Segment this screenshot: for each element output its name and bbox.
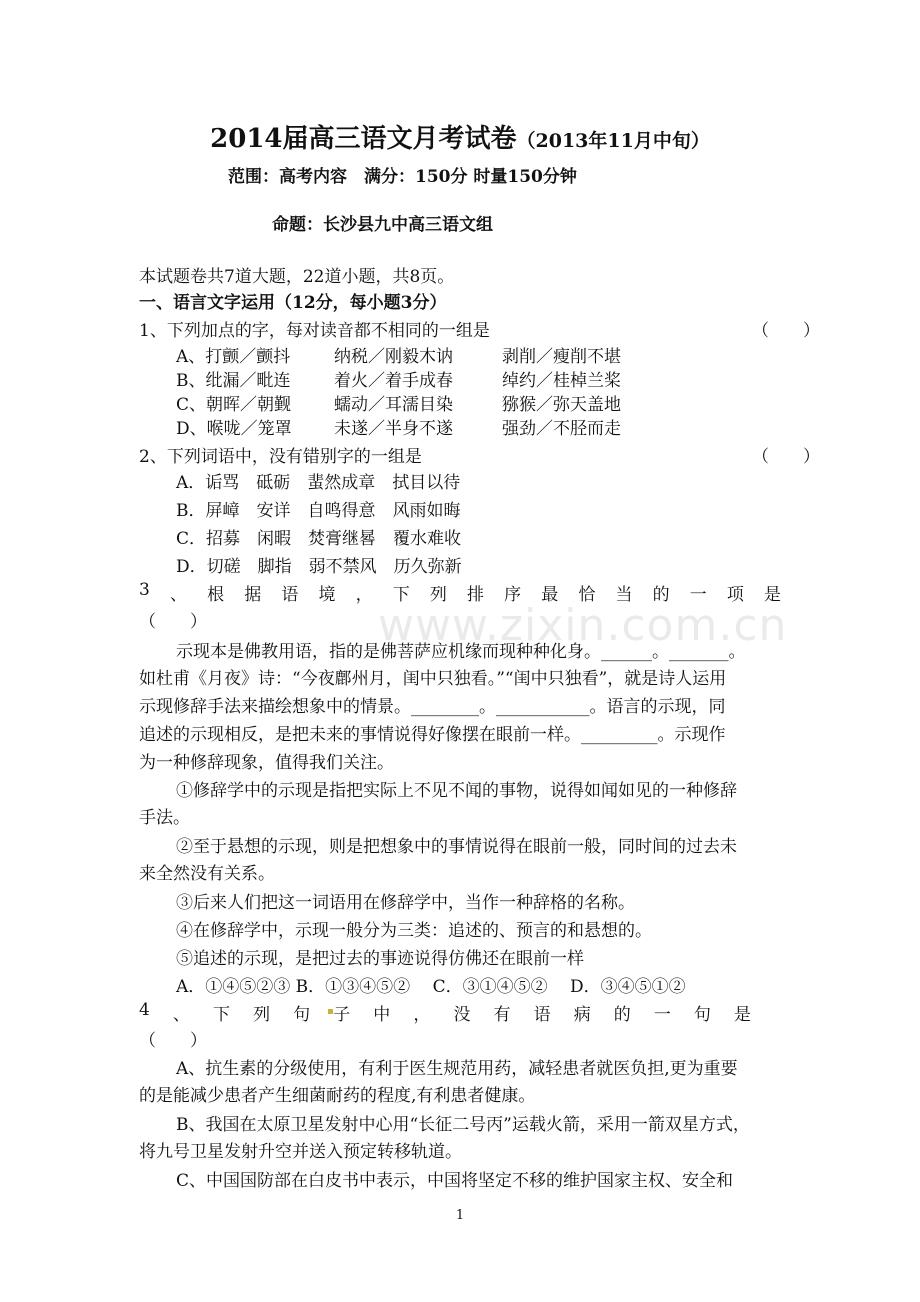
q1-option-d-1: D、喉咙／笼罩 [176, 419, 292, 439]
q3-item-2: ②至于悬想的示现，则是把想象中的事情说得在眼前一般，同时间的过去未 [176, 837, 737, 857]
q4-answer-blank: （ ） [139, 1031, 207, 1051]
q3-stem-char: 、 [169, 585, 187, 605]
q1-stem: 1、下列加点的字，每对读音都不相同的一组是 [139, 321, 490, 341]
q3-stem-char: 列 [429, 585, 447, 605]
q2-option-a: A．诟骂 砥砺 蜚然成章 拭目以待 [176, 473, 461, 493]
q4-stem [139, 1000, 751, 1025]
q3-answers: A．①④⑤②③ B．①③④⑤② C．③①④⑤② D．③④⑤①② [176, 977, 686, 997]
q4-stem-char: 子 [333, 1005, 351, 1025]
q2-option-b: B．屏嶂 安详 自鸣得意 风雨如晦 [176, 501, 461, 521]
q3-stem-char: 恰 [578, 585, 596, 605]
exam-scope: 范围：高考内容 满分：150分 时量150分钟 [228, 167, 577, 187]
q3-paragraph-line: 如杜甫《月夜》诗：“今夜鄜州月，闺中只独看。”“闺中只独看”，就是诗人运用 [139, 669, 727, 689]
q3-paragraph-line: 为一种修辞现象，值得我们关注。 [139, 753, 394, 773]
section1-title: 一、语言文字运用（12分，每小题3分） [139, 293, 447, 313]
q4-option-c: C、中国国防部在白皮书中表示，中国将坚定不移的维护国家主权、安全和 [176, 1171, 734, 1191]
q3-stem-char: 是 [763, 585, 781, 605]
q4-stem-char: 句 [293, 1005, 311, 1025]
q3-stem-char: ， [355, 585, 373, 605]
q2-option-d: D．切磋 脚指 弱不禁风 历久弥新 [176, 557, 462, 577]
page-number: 1 [455, 1208, 465, 1223]
q3-item-4: ④在修辞学中，示现一般分为三类：追述的、预言的和悬想的。 [176, 921, 652, 941]
q1-option-a-1: A、打颤／颤抖 [176, 347, 291, 367]
q4-stem-char: 中 [373, 1005, 391, 1025]
q2-option-c: C．招募 闲暇 焚膏继晷 覆水难收 [176, 529, 462, 549]
q3-stem-char: 最 [541, 585, 559, 605]
q1-option-c-1: C、朝晖／朝觐 [176, 395, 292, 415]
q3-stem-char: 当 [615, 585, 633, 605]
q3-paragraph-line: 追述的示现相反，是把未来的事情说得好像摆在眼前一样。_________。示现作 [139, 725, 726, 745]
q3-stem-char: 境 [318, 585, 336, 605]
q4-stem-char: 的 [613, 1005, 631, 1025]
q3-answer-blank: （ ） [139, 612, 207, 632]
q3-stem-char: 根 [207, 585, 225, 605]
q4-stem-char: 、 [172, 1005, 190, 1025]
q4-option-a: A、抗生素的分级使用，有利于医生规范用药，减轻患者就医负担,更为重要 [176, 1059, 738, 1079]
title-date: （2013年11月中旬） [516, 130, 710, 152]
q4-stem-char: 下 [212, 1005, 230, 1025]
q1-option-b-1: B、纰漏／毗连 [176, 371, 291, 391]
q3-item-3: ③后来人们把这一词语用在修辞学中，当作一种辞格的名称。 [176, 893, 635, 913]
q4-option-b: B、我国在太原卫星发射中心用“长征二号丙”运载火箭，采用一箭双星方式， [176, 1115, 750, 1135]
q1-option-a-2: 纳税／刚毅木讷 [334, 347, 453, 367]
q3-stem-char: 语 [281, 585, 299, 605]
intro-line: 本试题卷共7道大题，22道小题，共8页。 [139, 267, 455, 287]
q1-option-a-3: 剥削／瘦削不堪 [502, 347, 621, 367]
q3-stem-char: 据 [244, 585, 262, 605]
q3-item-1-cont: 手法。 [139, 808, 190, 828]
q4-stem-char: 有 [493, 1005, 511, 1025]
watermark: www.zixin.com.cn [378, 600, 788, 651]
q3-stem-char: 排 [466, 585, 484, 605]
q3-item-1: ①修辞学中的示现是指把实际上不见不闻的事物，说得如闻如见的一种修辞 [176, 781, 737, 801]
exam-author: 命题：长沙县九中高三语文组 [272, 215, 493, 235]
q4-stem-char: 病 [573, 1005, 591, 1025]
q3-stem-char: 的 [652, 585, 670, 605]
yellow-mark [328, 1009, 333, 1014]
q3-paragraph-line: 示现本是佛教用语，指的是佛菩萨应机缘而现种种化身。______。_______。 [176, 642, 746, 662]
q1-option-b-2: 着火／着手成春 [334, 371, 453, 391]
q2-answer-blank: （ ） [752, 447, 820, 467]
q4-option-a-cont: 的是能减少患者产生细菌耐药的程度,有利患者健康。 [139, 1086, 536, 1106]
q4-stem-char: 句 [693, 1005, 711, 1025]
q4-stem-char: 是 [734, 1005, 751, 1025]
q3-stem-char: 3 [139, 580, 150, 600]
q3-item-5: ⑤追述的示现，是把过去的事迹说得仿佛还在眼前一样 [176, 949, 584, 969]
q4-stem-char: 4 [139, 1000, 150, 1020]
q1-option-c-3: 猕猴／弥天盖地 [502, 395, 621, 415]
exam-title [0, 118, 920, 155]
q1-option-b-3: 绰约／桂棹兰桨 [502, 371, 621, 391]
q3-stem-char: 一 [689, 585, 707, 605]
title-main: 2014届高三语文月考试卷 [210, 124, 517, 154]
q3-stem-char: 下 [392, 585, 410, 605]
q4-stem-char: 列 [253, 1005, 271, 1025]
q4-option-b-cont: 将九号卫星发射升空并送入预定转移轨道。 [139, 1142, 462, 1162]
q1-option-c-2: 蠕动／耳濡目染 [334, 395, 453, 415]
q3-stem-char: 序 [504, 585, 522, 605]
q4-stem-char: 一 [653, 1005, 671, 1025]
q2-stem: 2、下列词语中，没有错别字的一组是 [139, 447, 422, 467]
q4-stem-char: 语 [533, 1005, 551, 1025]
q1-option-d-2: 未遂／半身不遂 [334, 419, 453, 439]
q3-item-2-cont: 来全然没有关系。 [139, 864, 275, 884]
q1-answer-blank: （ ） [752, 321, 820, 341]
q1-option-d-3: 强劲／不胫而走 [502, 419, 621, 439]
q3-paragraph-line: 示现修辞手法来描绘想象中的情景。________。___________。语言的示现，同 [139, 697, 726, 717]
q4-stem-char: 没 [453, 1005, 471, 1025]
q3-stem-char: 项 [726, 585, 744, 605]
q4-stem-char: ， [413, 1005, 431, 1025]
